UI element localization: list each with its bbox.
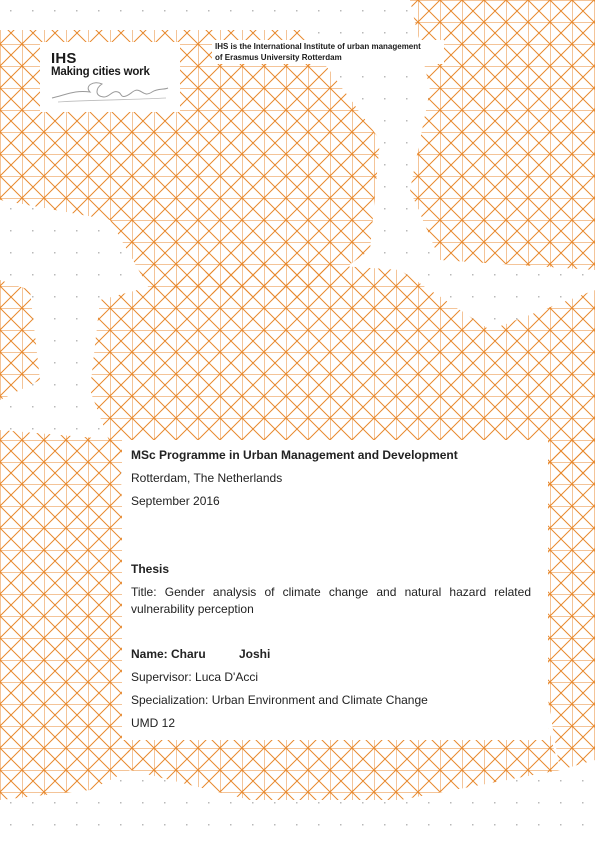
thesis-heading: Thesis	[131, 562, 170, 576]
author-name-label: Name: Charu	[131, 647, 206, 661]
supervisor: Supervisor: Luca D'Acci	[131, 670, 259, 684]
umd-number: UMD 12	[131, 716, 176, 730]
erasmus-signature-icon	[48, 76, 173, 106]
programme-location: Rotterdam, The Netherlands	[131, 471, 283, 485]
institute-description	[212, 40, 444, 64]
description-line-2: of Erasmus University Rotterdam	[215, 53, 342, 62]
description-line-1: IHS is the International Institute of urban management	[215, 42, 421, 51]
specialization: Specialization: Urban Environment and Climate Change	[131, 693, 428, 707]
programme-date: September 2016	[131, 494, 220, 508]
logo-tagline: Making cities work	[51, 66, 150, 78]
thesis-info-panel	[122, 440, 548, 740]
author-surname: Joshi	[239, 647, 271, 661]
logo-name: IHS	[51, 50, 77, 67]
ihs-logo	[40, 42, 180, 112]
thesis-title: Title: Gender analysis of climate change and natural hazard related vulnerability perception	[131, 585, 531, 616]
lattice-blob-left	[0, 430, 130, 800]
programme-name: MSc Programme in Urban Management and Development	[131, 448, 458, 462]
